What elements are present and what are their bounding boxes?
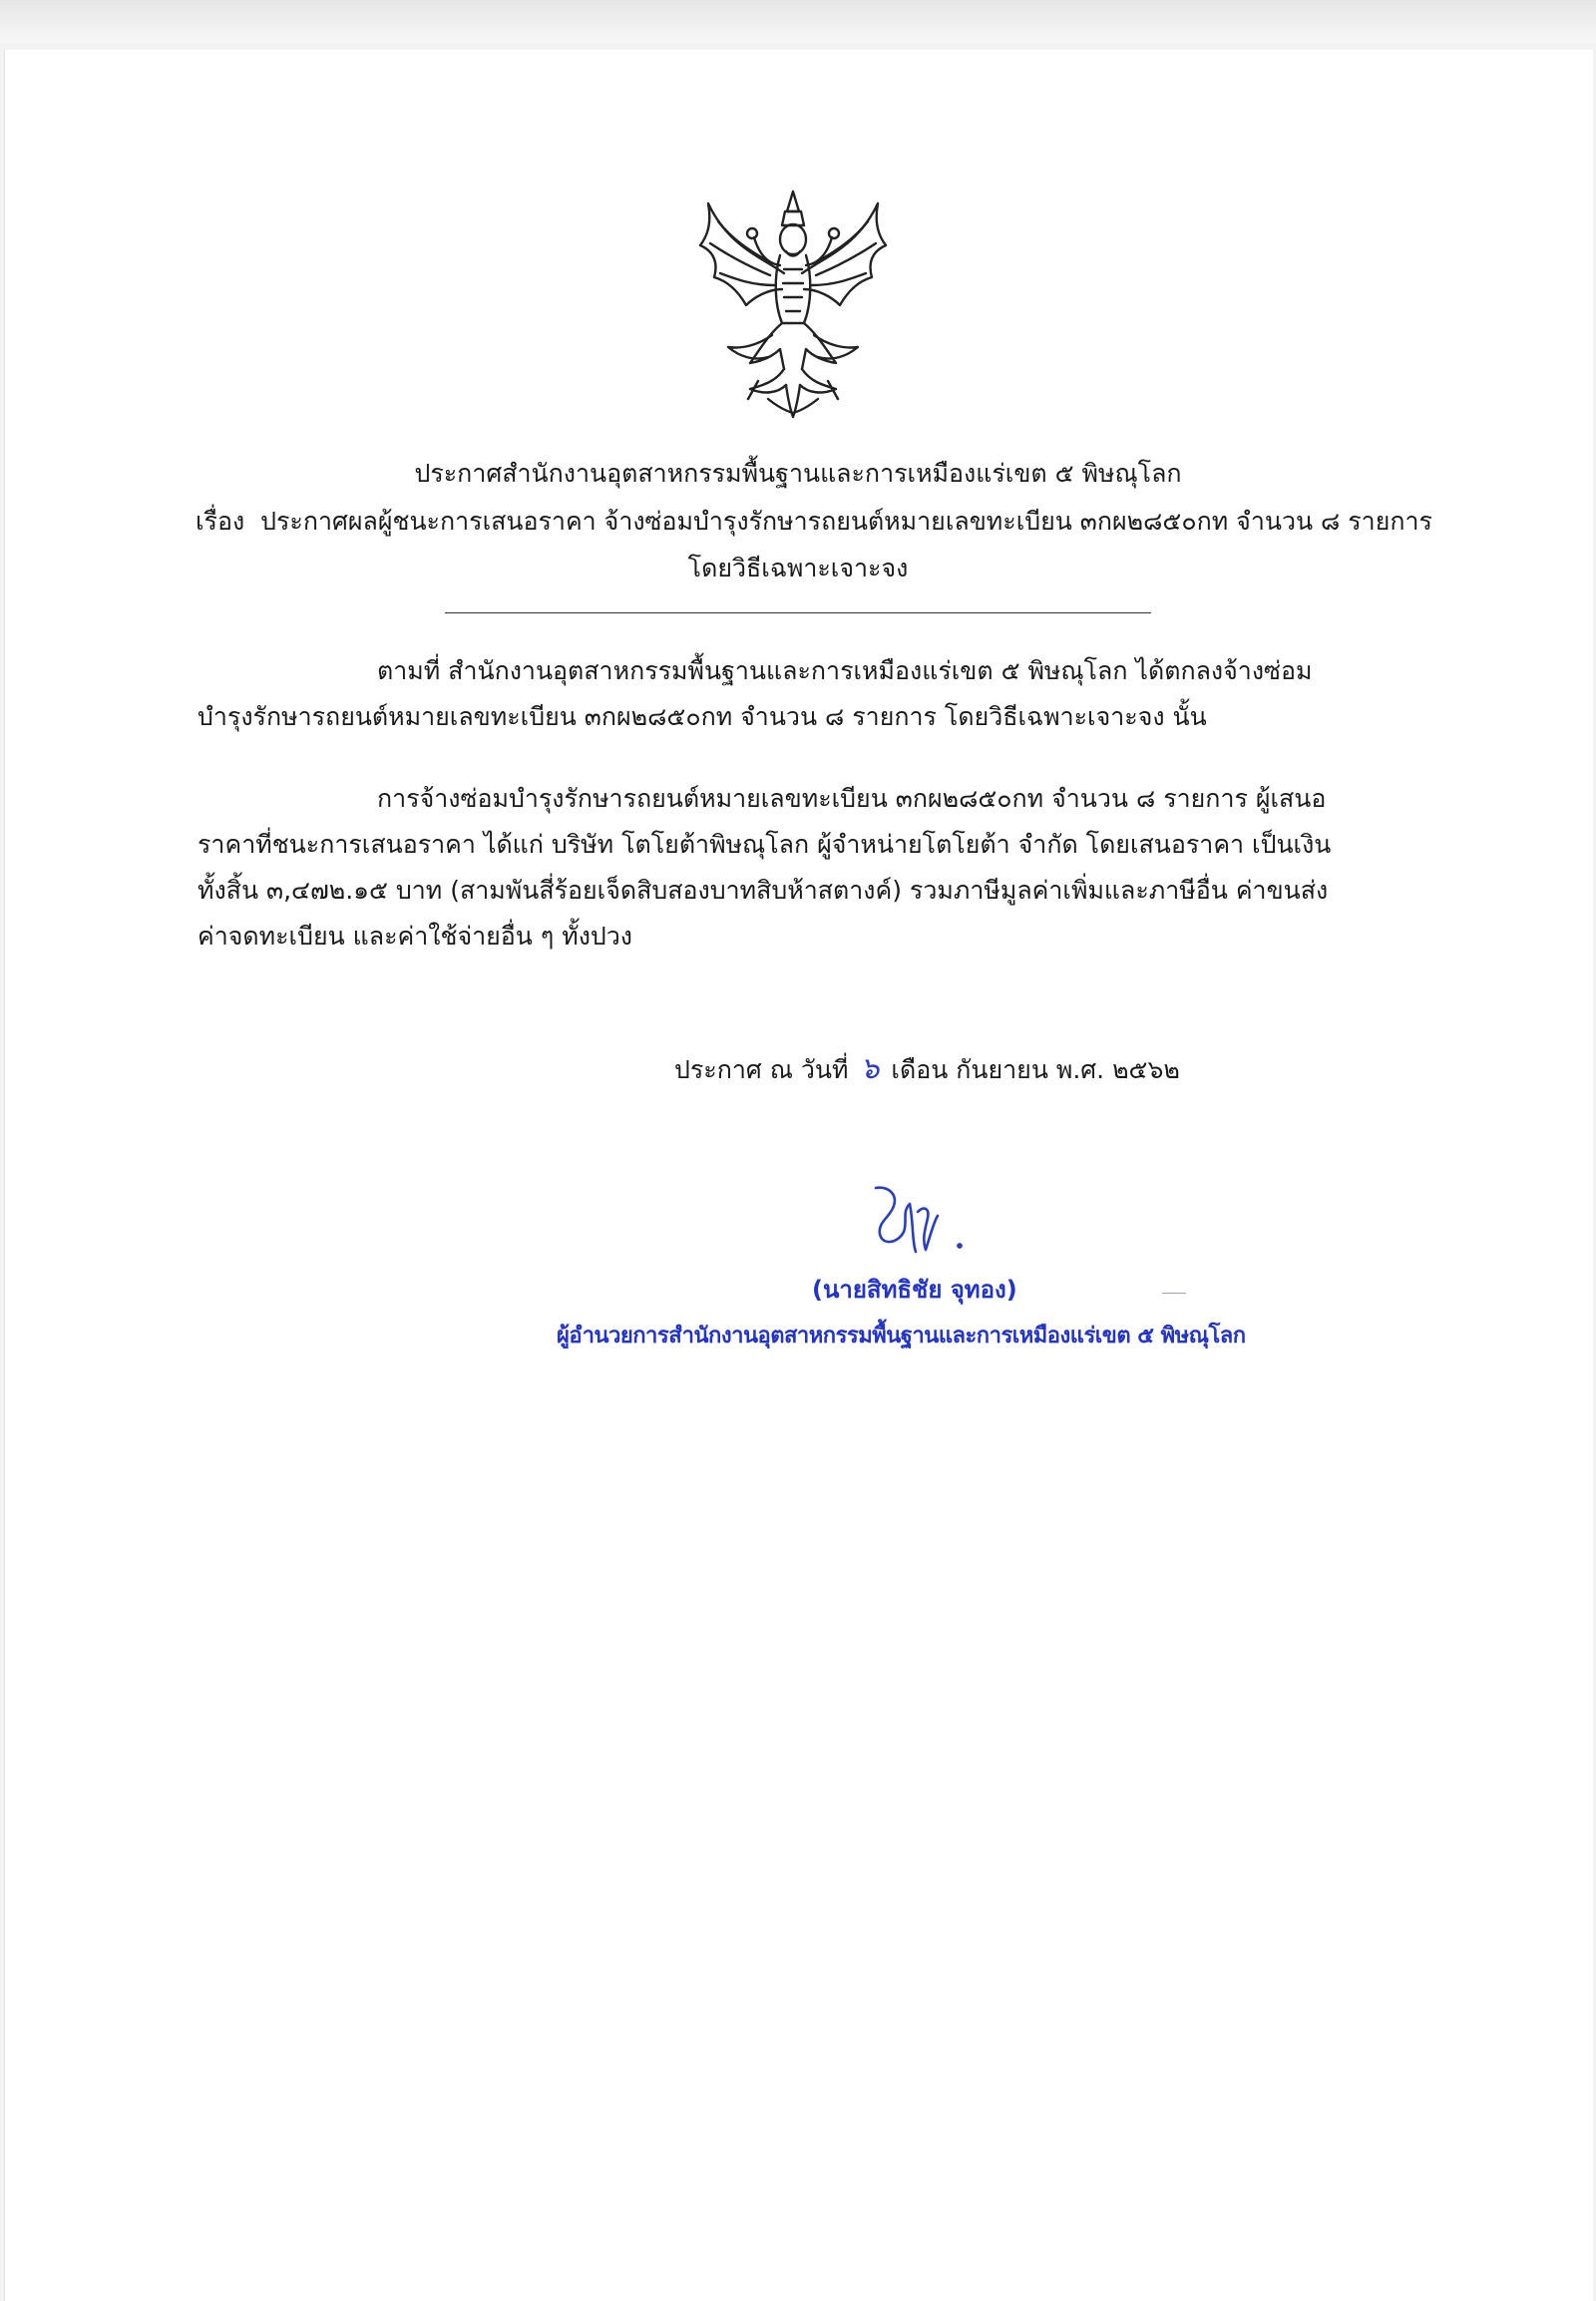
signature-mark — [868, 1182, 988, 1262]
subject-text: ประกาศผลผู้ชนะการเสนอราคา จ้างซ่อมบำรุงรักษารถยนต์หมายเลขทะเบียน ๓กผ๒๘๕๐กท จำนวน ๘ รายการ — [260, 507, 1432, 536]
date-month: กันยายน — [956, 1055, 1048, 1084]
paragraph-2-line-1: การจ้างซ่อมบำรุงรักษารถยนต์หมายเลขทะเบียน ๓กผ๒๘๕๐กท จำนวน ๘ รายการ ผู้เสนอ — [377, 784, 1327, 813]
subject-line — [196, 505, 1432, 539]
date-day-handwritten: ๖ — [860, 1051, 880, 1086]
paragraph-2 — [198, 776, 1400, 959]
signer-name: (นายสิทธิชัย จุทอง) — [812, 1276, 1017, 1304]
paragraph-2-line-2: ราคาที่ชนะการเสนอราคา ได้แก่ บริษัท โตโยต้าพิษณุโลก ผู้จำหน่ายโตโยต้า จำกัด โดยเสนอราคา เป็นเงิน — [198, 830, 1332, 859]
date-prefix: ประกาศ ณ วันที่ — [674, 1055, 849, 1084]
date-month-label: เดือน — [891, 1055, 949, 1084]
paragraph-2-line-3: ทั้งสิ้น ๓,๔๗๒.๑๕ บาท (สามพันสี่ร้อยเจ็ดสิบสองบาทสิบห้าสตางค์) รวมภาษีมูลค่าเพิ่มและภาษีอื่น ค่าขนส่ง — [198, 876, 1329, 905]
garuda-emblem-icon — [688, 186, 898, 423]
scan-border — [0, 0, 1596, 44]
subject-continuation: โดยวิธีเฉพาะเจาะจง — [687, 554, 909, 582]
paragraph-1-line-2: บำรุงรักษารถยนต์หมายเลขทะเบียน ๓กผ๒๘๕๐กท จำนวน ๘ รายการ โดยวิธีเฉพาะเจาะจง นั้น — [198, 702, 1207, 731]
paragraph-2-line-4: ค่าจดทะเบียน และค่าใช้จ่ายอื่น ๆ ทั้งปวง — [198, 922, 633, 951]
subject-label: เรื่อง — [196, 507, 245, 536]
paragraph-1-line-1: ตามที่ สำนักงานอุตสาหกรรมพื้นฐานและการเหมืองแร่เขต ๕ พิษณุโลก ได้ตกลงจ้างซ่อม — [377, 656, 1313, 685]
ink-mark — [1162, 1293, 1186, 1294]
announcement-date — [674, 1049, 1180, 1090]
separator-line — [445, 612, 1151, 613]
announcement-header: ประกาศสำนักงานอุตสาหกรรมพื้นฐานและการเหมืองแร่เขต ๕ พิษณุโลก — [414, 459, 1182, 488]
date-year: ๒๕๖๒ — [1112, 1055, 1180, 1084]
paragraph-1 — [198, 648, 1400, 740]
signer-title: ผู้อำนวยการสำนักงานอุตสาหกรรมพื้นฐานและการเหมืองแร่เขต ๕ พิษณุโลก — [557, 1324, 1246, 1348]
date-year-label: พ.ศ. — [1055, 1055, 1105, 1084]
